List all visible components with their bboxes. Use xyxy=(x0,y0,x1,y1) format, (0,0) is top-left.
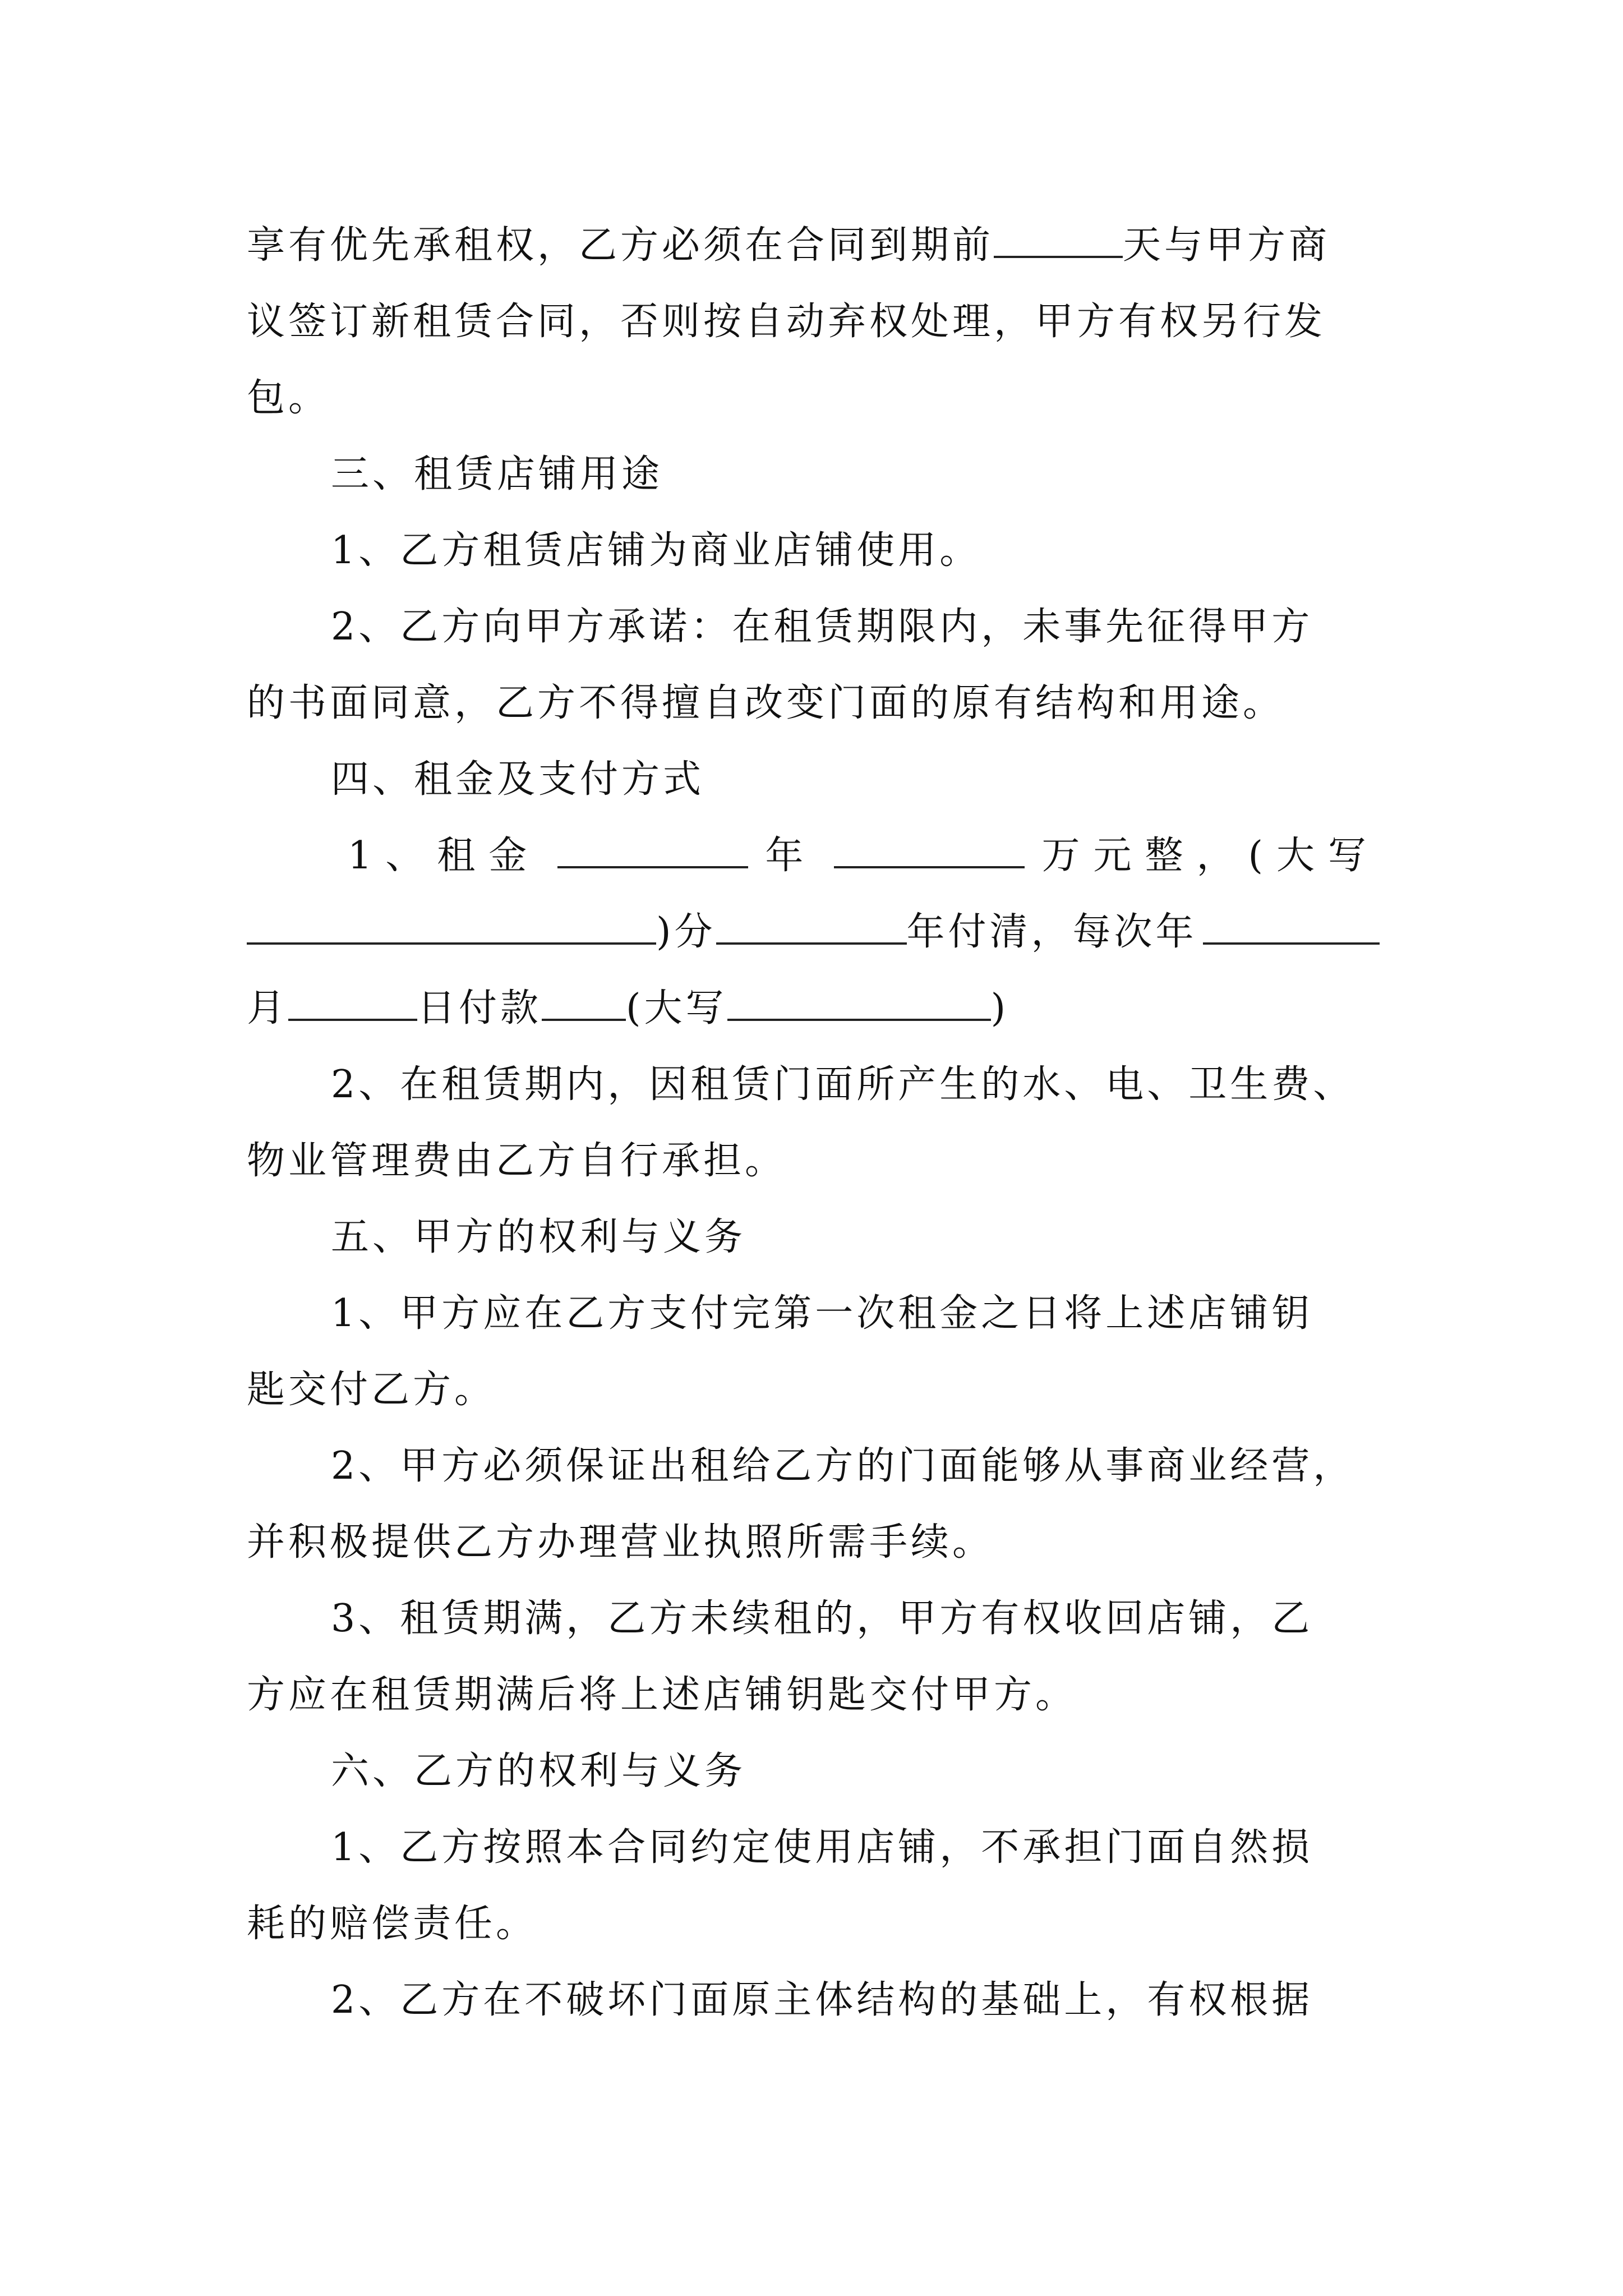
paragraph-line: 并积极提供乙方办理营业执照所需手续。 xyxy=(247,1520,994,1565)
fill-in-blank xyxy=(542,981,626,1021)
text-segment: ) xyxy=(990,986,1009,1030)
document-body xyxy=(247,208,1380,2039)
text-segment: 年付清，每次年 xyxy=(906,910,1197,954)
paragraph-line: 耗的赔偿责任。 xyxy=(247,1902,538,1946)
paragraph-line: 3、租赁期满，乙方未续租的，甲方有权收回店铺，乙 xyxy=(331,1596,1313,1641)
text-segment: (大写 xyxy=(626,986,727,1030)
section-heading: 四、租金及支付方式 xyxy=(331,757,705,802)
section-heading: 三、租赁店铺用途 xyxy=(331,452,663,496)
fill-in-blank xyxy=(727,981,991,1021)
paragraph-line: 2、在租赁期内，因租赁门面所产生的水、电、卫生费、 xyxy=(331,1062,1355,1107)
text-segment: 月 xyxy=(247,986,289,1030)
paragraph-line: 的书面同意，乙方不得擅自改变门面的原有结构和用途。 xyxy=(247,681,1285,725)
paragraph-line: 1、乙方租赁店铺为商业店铺使用。 xyxy=(331,528,981,573)
fill-in-blank xyxy=(834,828,1025,868)
fill-in-blank xyxy=(716,904,907,945)
text-segment: 日付款 xyxy=(417,986,542,1030)
fill-in-blank xyxy=(994,218,1123,258)
fill-in-blank xyxy=(247,904,656,945)
paragraph-line: 方应在租赁期满后将上述店铺钥匙交付甲方。 xyxy=(247,1673,1077,1717)
text-segment: 万元整，(大写 xyxy=(1041,834,1380,878)
fill-in-blank xyxy=(288,981,417,1021)
paragraph-line: 议签订新租赁合同，否则按自动弃权处理，甲方有权另行发 xyxy=(247,300,1326,344)
payment-schedule-line xyxy=(247,894,1380,970)
paragraph-line: 2、甲方必须保证出租给乙方的门面能够从事商业经营， xyxy=(331,1444,1355,1488)
paragraph-line xyxy=(247,208,1380,284)
section-heading: 六、乙方的权利与义务 xyxy=(331,1749,746,1793)
fill-in-blank xyxy=(557,828,748,868)
text-segment: )分 xyxy=(656,910,716,954)
text-segment: 天与甲方商 xyxy=(1123,223,1331,268)
text-segment: 1、租金 xyxy=(348,834,541,878)
payment-date-line xyxy=(247,970,1380,1047)
paragraph-line: 包。 xyxy=(247,376,330,420)
text-segment: 年 xyxy=(765,834,817,878)
paragraph-line: 匙交付乙方。 xyxy=(247,1368,496,1412)
paragraph-line: 1、乙方按照本合同约定使用店铺，不承担门面自然损 xyxy=(331,1825,1313,1870)
rent-amount-line xyxy=(247,818,1380,894)
section-heading: 五、甲方的权利与义务 xyxy=(331,1215,746,1259)
paragraph-line: 1、甲方应在乙方支付完第一次租金之日将上述店铺钥 xyxy=(331,1291,1313,1336)
paragraph-line: 2、乙方向甲方承诺：在租赁期限内，未事先征得甲方 xyxy=(331,605,1313,649)
paragraph-line: 物业管理费由乙方自行承担。 xyxy=(247,1139,787,1183)
fill-in-blank xyxy=(1203,904,1380,945)
text-segment: 享有优先承租权，乙方必须在合同到期前 xyxy=(247,223,994,268)
paragraph-line: 2、乙方在不破坏门面原主体结构的基础上，有权根据 xyxy=(331,1978,1313,2022)
